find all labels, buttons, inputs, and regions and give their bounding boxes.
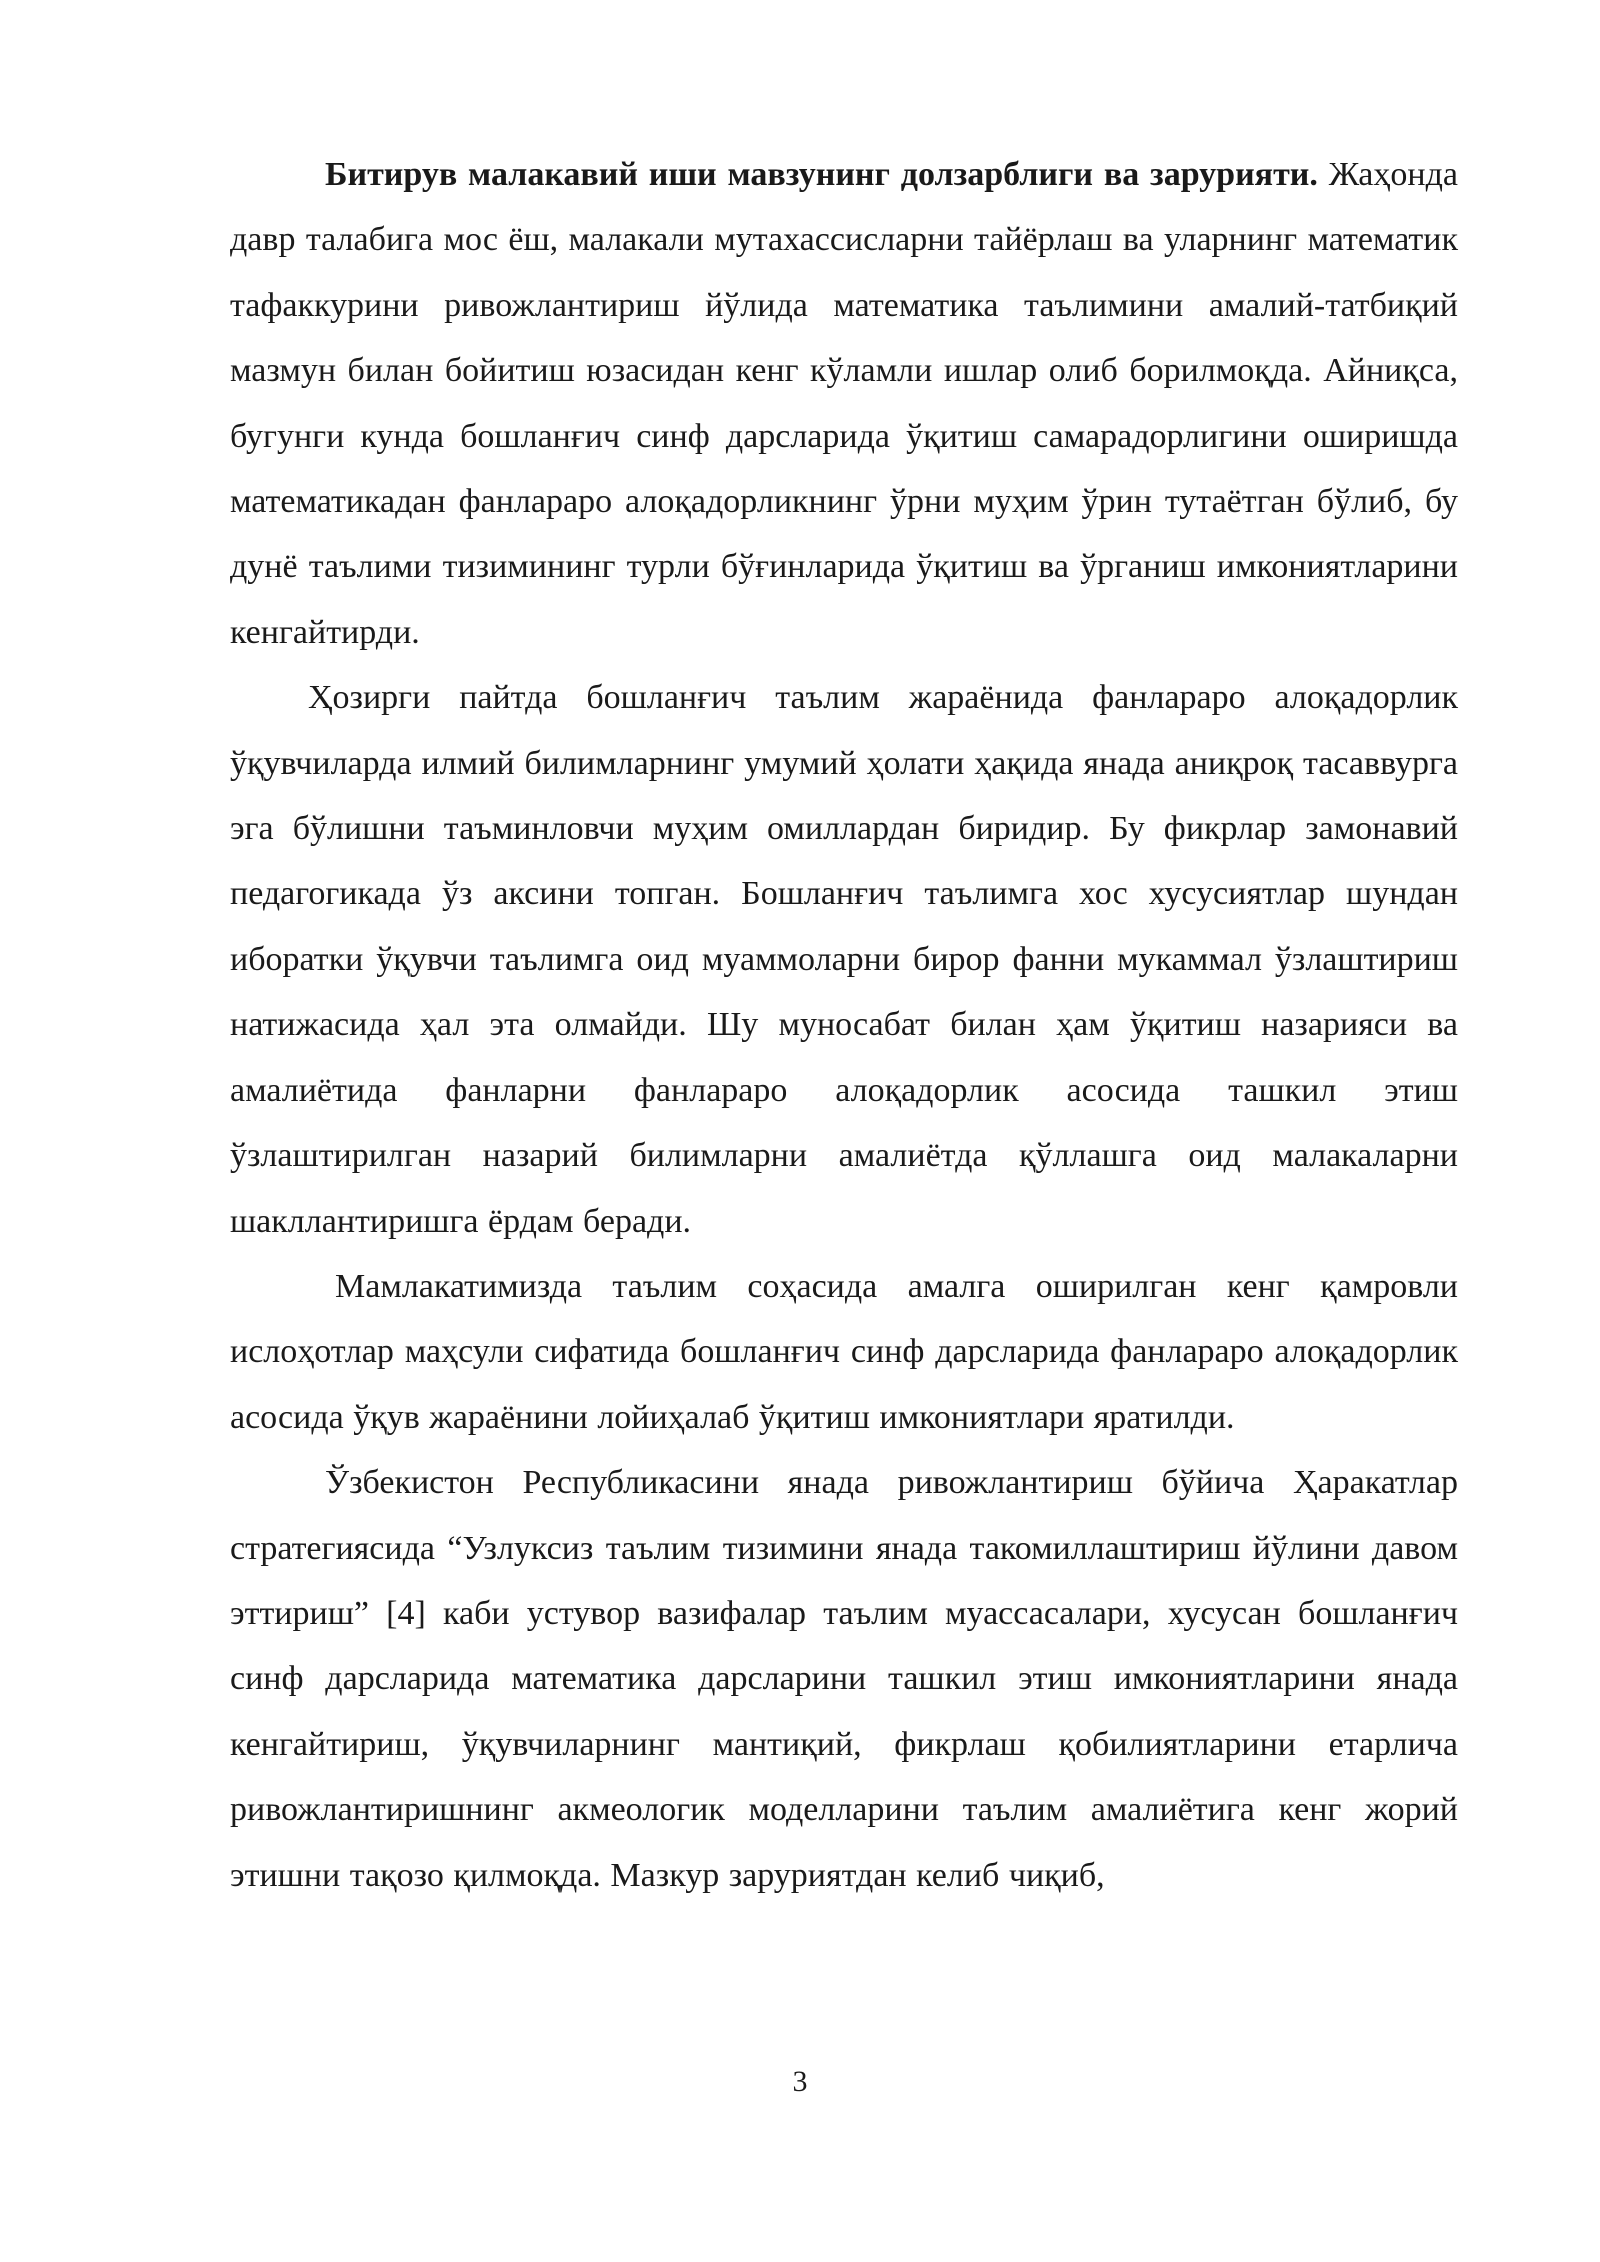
paragraph-2: Ҳозирги пайтда бошланғич таълим жараёнида фанлараро алоқадорлик ўқувчиларда илмий билимларнинг умумий ҳолати ҳақида янада аниқроқ тасаввурга эга бўлишни таъминловчи муҳим омиллардан биридир. Бу фикрлар замонавий педагогикада ўз аксини топган. Бошланғич таълимга хос хусусиятлар шундан иборатки ўқувчи таълимга оид муаммоларни бирор фанни мукаммал ўзлаштириш натижасида ҳал эта олмайди. Шу муносабат билан ҳам ўқитиш назарияси ва амалиётида фанларни фанлараро алоқадорлик асосида ташкил этиш ўзлаштирилган назарий билимларни амалиётда қўллашга оид малакаларни шакллантиришга ёрдам беради. xyxy=(230,679,1458,1240)
section-heading: Битирув малакавий иши мавзунинг долзарблиги ва зарурияти. xyxy=(325,156,1318,193)
paragraph-1 xyxy=(230,142,1458,665)
paragraph-1-text: Жаҳонда давр талабига мос ёш, малакали мутахассисларни тайёрлаш ва уларнинг математик тафаккурини ривожлантириш йўлида математика таълимини амалий-татбиқий мазмун билан бойитиш юзасидан кенг кўламли ишлар олиб борилмоқда. Айниқса, бугунги кунда бошланғич синф дарсларида ўқитиш самарадорлигини оширишда математикадан фанлараро алоқадорликнинг ўрни муҳим ўрин тутаётган бўлиб, бу дунё таълими тизимининг турли бўғинларида ўқитиш ва ўрганиш имкониятларини кенгайтирди. xyxy=(230,156,1458,651)
page-number: 3 xyxy=(792,2065,808,2098)
paragraph-4: Ўзбекистон Республикасини янада ривожлантириш бўйича Ҳаракатлар стратегиясида “Узлуксиз таълим тизимини янада такомиллаштириш йўлини давом эттириш” [4] каби устувор вазифалар таълим муассасалари, хусусан бошланғич синф дарсларида математика дарсларини ташкил этиш имкониятларини янада кенгайтириш, ўқувчиларнинг мантиқий, фикрлаш қобилиятларини етарлича ривожлантиришнинг акмеологик моделларини таълим амалиётига кенг жорий этишни тақозо қилмоқда. Мазкур заруриятдан келиб чиқиб, xyxy=(230,1464,1458,1894)
body-text xyxy=(230,142,1458,1908)
paragraph-3: Мамлакатимизда таълим соҳасида амалга оширилган кенг қамровли ислоҳотлар маҳсули сифатида бошланғич синф дарсларида фанлараро алоқадорлик асосида ўқув жараёнини лойиҳалаб ўқитиш имкониятлари яратилди. xyxy=(230,1267,1458,1436)
